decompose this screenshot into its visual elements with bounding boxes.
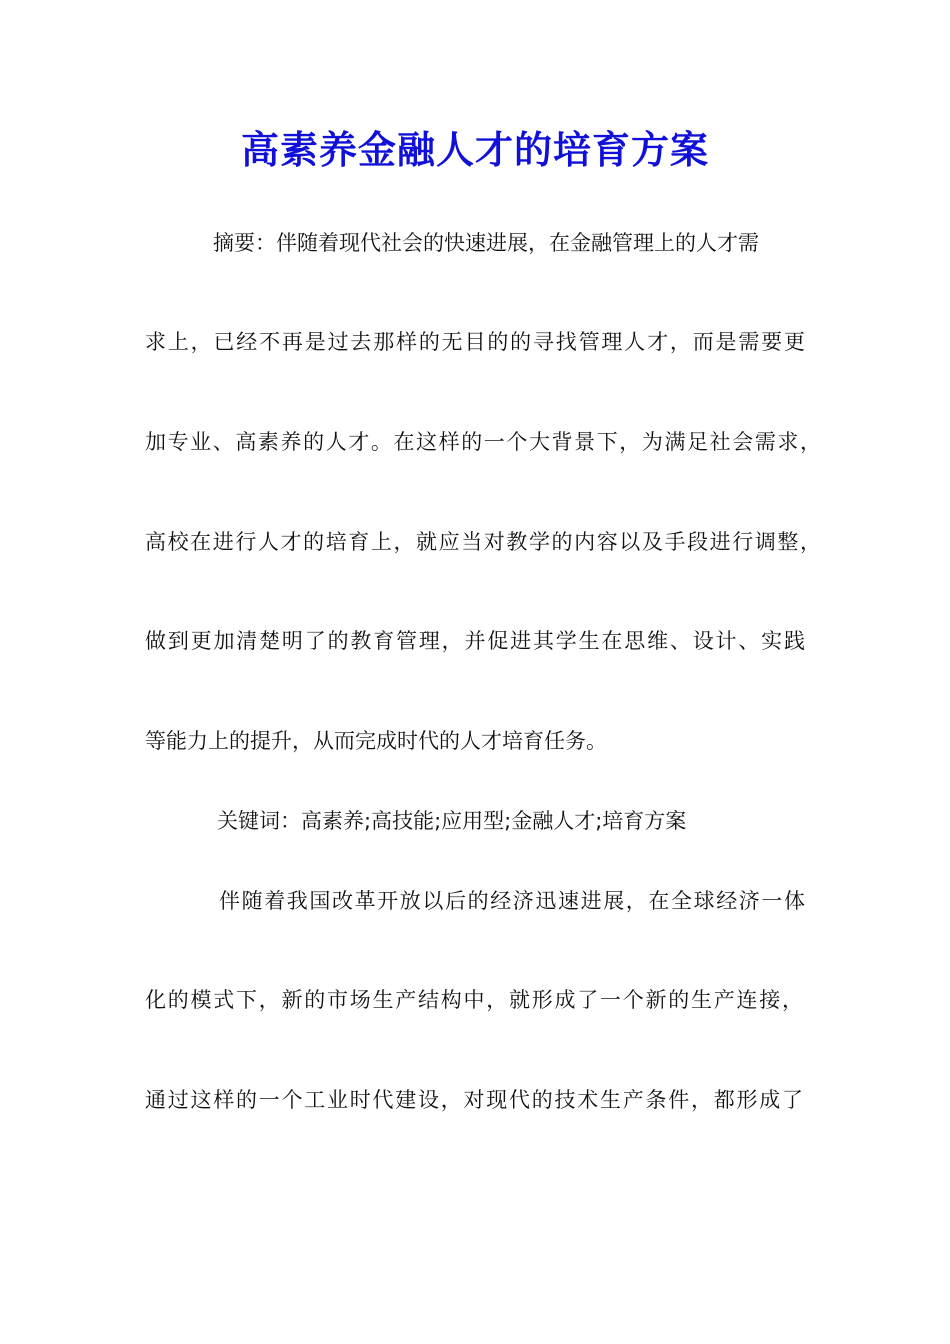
document-title: 高素养金融人才的培育方案	[240, 127, 709, 172]
abstract-line-5: 做到更加清楚明了的教育管理，并促进其学生在思维、设计、实践	[145, 629, 805, 653]
abstract-line-6: 等能力上的提升，从而完成时代的人才培育任务。	[145, 729, 607, 753]
body-line-2: 化的模式下，新的市场生产结构中，就形成了一个新的生产连接，	[145, 988, 803, 1012]
abstract-line-3: 加专业、高素养的人才。在这样的一个大背景下，为满足社会需求，	[145, 430, 821, 454]
body-line-1: 伴随着我国改革开放以后的经济迅速进展，在全球经济一体	[219, 889, 805, 913]
abstract-line-4: 高校在进行人才的培育上，就应当对教学的内容以及手段进行调整，	[145, 530, 821, 554]
abstract-line-2: 求上，已经不再是过去那样的无目的的寻找管理人才，而是需要更	[145, 330, 805, 354]
keywords-line: 关键词：高素养;高技能;应用型;金融人才;培育方案	[217, 809, 687, 833]
abstract-line-1: 摘要：伴随着现代社会的快速进展，在金融管理上的人才需	[213, 231, 759, 255]
body-line-3: 通过这样的一个工业时代建设，对现代的技术生产条件，都形成了	[145, 1088, 803, 1112]
